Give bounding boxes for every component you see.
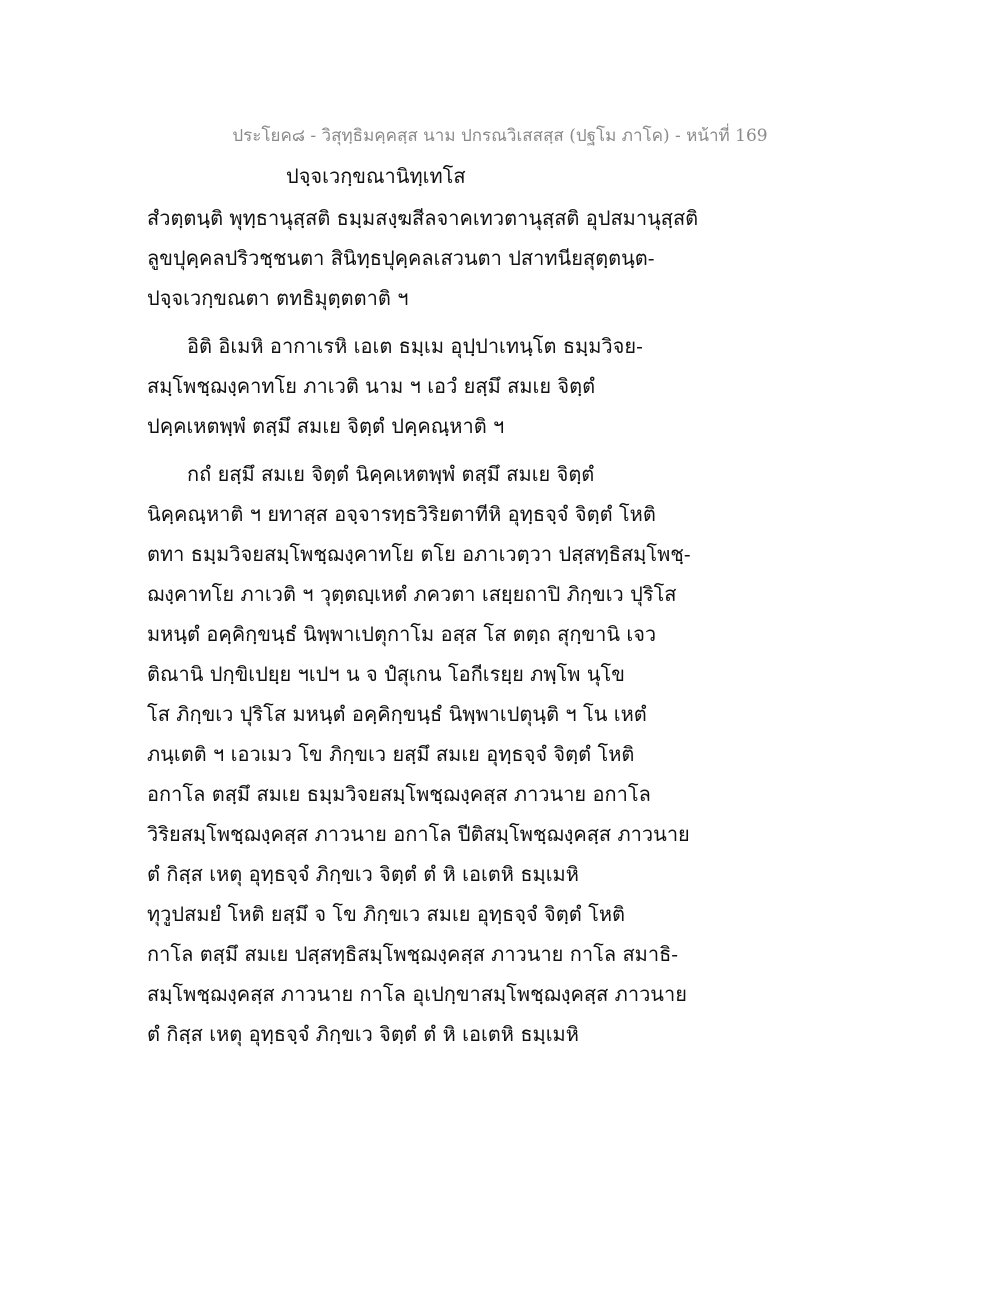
text-line: ตํ กิสฺส เหตุ อุทฺธจฺจํ ภิกฺขเว จิตฺตํ ตํ หิ เอเตหิ ธมฺเมหิ <box>147 862 579 886</box>
text-line: วิริยสมฺโพชฺฌงฺคสฺส ภาวนาย อกาโล ปีติสมฺโพชฺฌงฺคสฺส ภาวนาย <box>147 822 690 846</box>
text-line: กถํ ยสฺมึ สมเย จิตฺตํ นิคฺคเหตพฺพํ ตสฺมึ สมเย จิตฺตํ <box>187 462 595 486</box>
text-line: ลูขปุคฺคลปริวชฺชนตา สินิทฺธปุคฺคลเสวนตา ปสาทนียสุตฺตนฺต- <box>147 246 655 270</box>
section-heading: ปจฺจเวกฺขณานิทฺเทโส <box>286 164 466 188</box>
text-line: ฌงฺคาทโย ภาเวติ ฯ วุตฺตญฺเหตํ ภควตา เสยฺยถาปิ ภิกฺขเว ปุริโส <box>147 582 677 606</box>
text-line: กาโล ตสฺมึ สมเย ปสฺสทฺธิสมฺโพชฺฌงฺคสฺส ภาวนาย กาโล สมาธิ- <box>147 942 679 966</box>
paragraph-2 <box>147 326 867 446</box>
body-text <box>147 198 867 1054</box>
text-line: ปจฺจเวกฺขณตา ตทธิมุตฺตตาติ ฯ <box>147 286 409 310</box>
text-line: โส ภิกฺขเว ปุริโส มหนฺตํ อคฺคิกฺขนฺธํ นิพฺพาเปตุนฺติ ฯ โน เหตํ <box>147 702 647 726</box>
running-header: ประโยค๘ - วิสุทฺธิมคฺคสฺส นาม ปกรณวิเสสสฺส (ปฐโม ภาโค) - หน้าที่ 169 <box>232 126 768 146</box>
text-line: ติณานิ ปกฺขิเปยฺย ฯเปฯ น จ ปํสุเกน โอกีเรยฺย ภพฺโพ นุโข <box>147 662 625 686</box>
text-line: สํวตฺตนฺติ พุทฺธานุสฺสติ ธมฺมสงฺฆสีลจาคเทวตานุสฺสติ อุปสมานุสฺสติ <box>147 206 699 230</box>
text-line: ทุวูปสมยํ โหติ ยสฺมึ จ โข ภิกฺขเว สมเย อุทฺธจฺจํ จิตฺตํ โหติ <box>147 902 626 926</box>
text-line: อิติ อิเมหิ อากาเรหิ เอเต ธมฺเม อุปฺปาเทนฺโต ธมฺมวิจย- <box>187 334 643 358</box>
text-line: อกาโล ตสฺมึ สมเย ธมฺมวิจยสมฺโพชฺฌงฺคสฺส ภาวนาย อกาโล <box>147 782 651 806</box>
text-line: สมฺโพชฺฌงฺคาทโย ภาเวติ นาม ฯ เอวํ ยสฺมึ สมเย จิตฺตํ <box>147 374 596 398</box>
paragraph-1 <box>147 198 867 318</box>
text-line: สมฺโพชฺฌงฺคสฺส ภาวนาย กาโล อุเปกฺขาสมฺโพชฺฌงฺคสฺส ภาวนาย <box>147 982 687 1006</box>
text-line: ภนฺเตติ ฯ เอวเมว โข ภิกฺขเว ยสฺมึ สมเย อุทฺธจฺจํ จิตฺตํ โหติ <box>147 742 635 766</box>
text-line: ปคฺคเหตพฺพํ ตสฺมึ สมเย จิตฺตํ ปคฺคณฺหาติ ฯ <box>147 414 505 438</box>
text-line: มหนฺตํ อคฺคิกฺขนฺธํ นิพฺพาเปตุกาโม อสฺส โส ตตฺถ สุกฺขานิ เจว <box>147 622 657 646</box>
text-line: ตํ กิสฺส เหตุ อุทฺธจฺจํ ภิกฺขเว จิตฺตํ ตํ หิ เอเตหิ ธมฺเมหิ <box>147 1022 579 1046</box>
text-line: นิคฺคณฺหาติ ฯ ยทาสฺส อจฺจารทฺธวิริยตาทีหิ อุทฺธจฺจํ จิตฺตํ โหติ <box>147 502 656 526</box>
paragraph-3 <box>147 454 867 1054</box>
text-line: ตทา ธมฺมวิจยสมฺโพชฺฌงฺคาทโย ตโย อภาเวตฺวา ปสฺสทฺธิสมฺโพชฺ- <box>147 542 691 566</box>
